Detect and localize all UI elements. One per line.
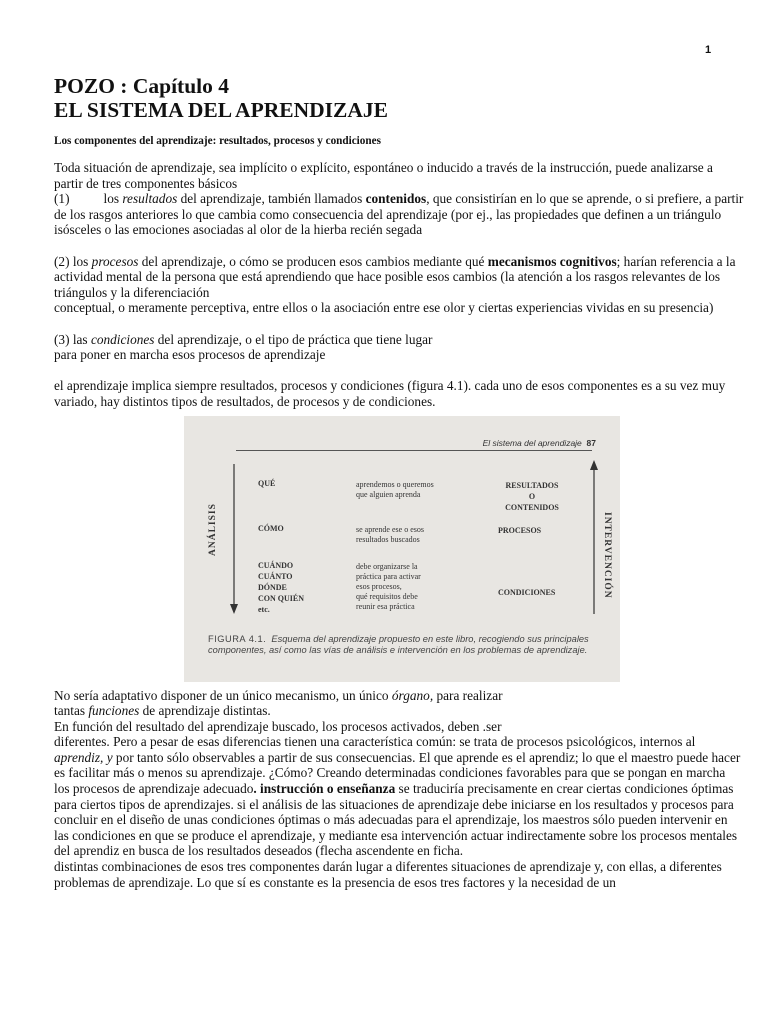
title-line-1: POZO : Capítulo 4 (54, 74, 230, 98)
paragraph-5: No sería adaptativo disponer de un único mecanismo, un único órgano, para realizar tantas funciones de aprendizaje distintas. En función del resultado del aprendizaje buscado, los procesos activados, deben .ser diferentes. Pero a pesar de esas diferencias tienen una característica común: se trata de procesos psicológicos, internos al aprendiz, y por tanto sólo observables a partir de sus consecuencias. El que aprende es el aprendiz; lo que el maestro puede hacer es facilitar más o menos su aprendizaje. ¿Cómo? Creando determinadas condiciones favorables para que se pongan en marcha los procesos de aprendizaje adecuado. instrucción o enseñanza se traduciría precisamente en crear ciertas condiciones óptimas para ciertos tipos de aprendizajes. si el análisis de las situaciones de aprendizaje debe iniciarse en los resultados y procesos para concluir en el diseño de unas condiciones óptimas o más adecuadas para el aprendizaje, los maestros sólo pueden intervenir en las condiciones en que se produce el aprendizaje, y mediante esa intervención actuar indirectamente sobre los procesos mentales del aprendiz en busca de los resultados deseados (flecha ascendente en ficha. distintas combinaciones de esos tres componentes darán lugar a diferentes situaciones de aprendizaje y, con ellas, a diferentes problemas de aprendizaje. Lo que sí es constante es la presencia de esos tres factores y la necesidad de un (54, 687, 741, 890)
page-title (54, 74, 744, 122)
section-subtitle: Los componentes del aprendizaje: resultados, procesos y condiciones (54, 135, 381, 147)
row-que-desc: aprendemos o queremos que alguien aprenda (356, 479, 434, 499)
right-axis-label: INTERVENCIÓN (602, 511, 612, 599)
row-como-desc: se aprende ese o esos resultados buscados (356, 524, 424, 544)
row-condiciones-desc: debe organizarse la práctica para activar esos procesos, qué requisitos debe reunir esa práctica (356, 561, 421, 611)
row-que-label: QUÉ (258, 478, 276, 488)
paragraph-2: (2) los procesos del aprendizaje, o cómo se producen esos cambios mediante qué mecanismos cognitivos; harían referencia a la actividad mental de la persona que está aprendiendo que hace posible esos cambios (la atención a los rasgos relevantes de los triángulos y la diferenciación conceptual, o meramente perceptiva, entre ellos o la asociación entre ese olor y ciertas experiencias vividas en su presencia) (54, 253, 736, 316)
paragraph-1: Toda situación de aprendizaje, sea implícito o explícito, espontáneo o inducido a través de la instrucción, puede analizarse a partir de tres componentes básicos (1) los resultados del aprendizaje, también llamados contenidos, que consistirían en lo que se aprende, o si prefiere, a partir de los rasgos anteriores lo que cambia como consecuencia del aprendizaje (por ej., las propiedades que definen a un triángulo isósceles o las emociones asociadas al olor de la hierba recién segada (54, 160, 744, 238)
row-condiciones-label: CUÁNDO CUÁNTO DÓNDE CON QUIÉN etc. (258, 560, 305, 614)
left-axis-label: ANÁLISIS (208, 502, 218, 556)
document-body (54, 74, 744, 890)
figure-header: El sistema del aprendizaje 87 (482, 437, 596, 448)
figure-caption: FIGURA 4.1. Esquema del aprendizaje propuesto en este libro, recogiendo sus principales componentes, así como las vías de análisis e intervención en los problemas de aprendizaje. (208, 633, 589, 655)
page-number: 1 (705, 44, 712, 56)
row-que-category: RESULTADOS O CONTENIDOS (505, 480, 559, 512)
figure-4-1 (184, 416, 620, 682)
title-line-2: EL SISTEMA DEL APRENDIZAJE (54, 98, 388, 122)
row-como-category: PROCESOS (498, 525, 542, 535)
row-condiciones-category: CONDICIONES (498, 587, 556, 597)
paragraph-4: el aprendizaje implica siempre resultados, procesos y condiciones (figura 4.1). cada uno de esos componentes es a su vez muy variado, hay distintos tipos de resultados, de procesos y de condiciones. (54, 378, 726, 409)
paragraph-3: (3) las condiciones del aprendizaje, o el tipo de práctica que tiene lugar para poner en marcha esos procesos de aprendizaje (54, 331, 433, 363)
row-como-label: CÓMO (258, 523, 284, 533)
